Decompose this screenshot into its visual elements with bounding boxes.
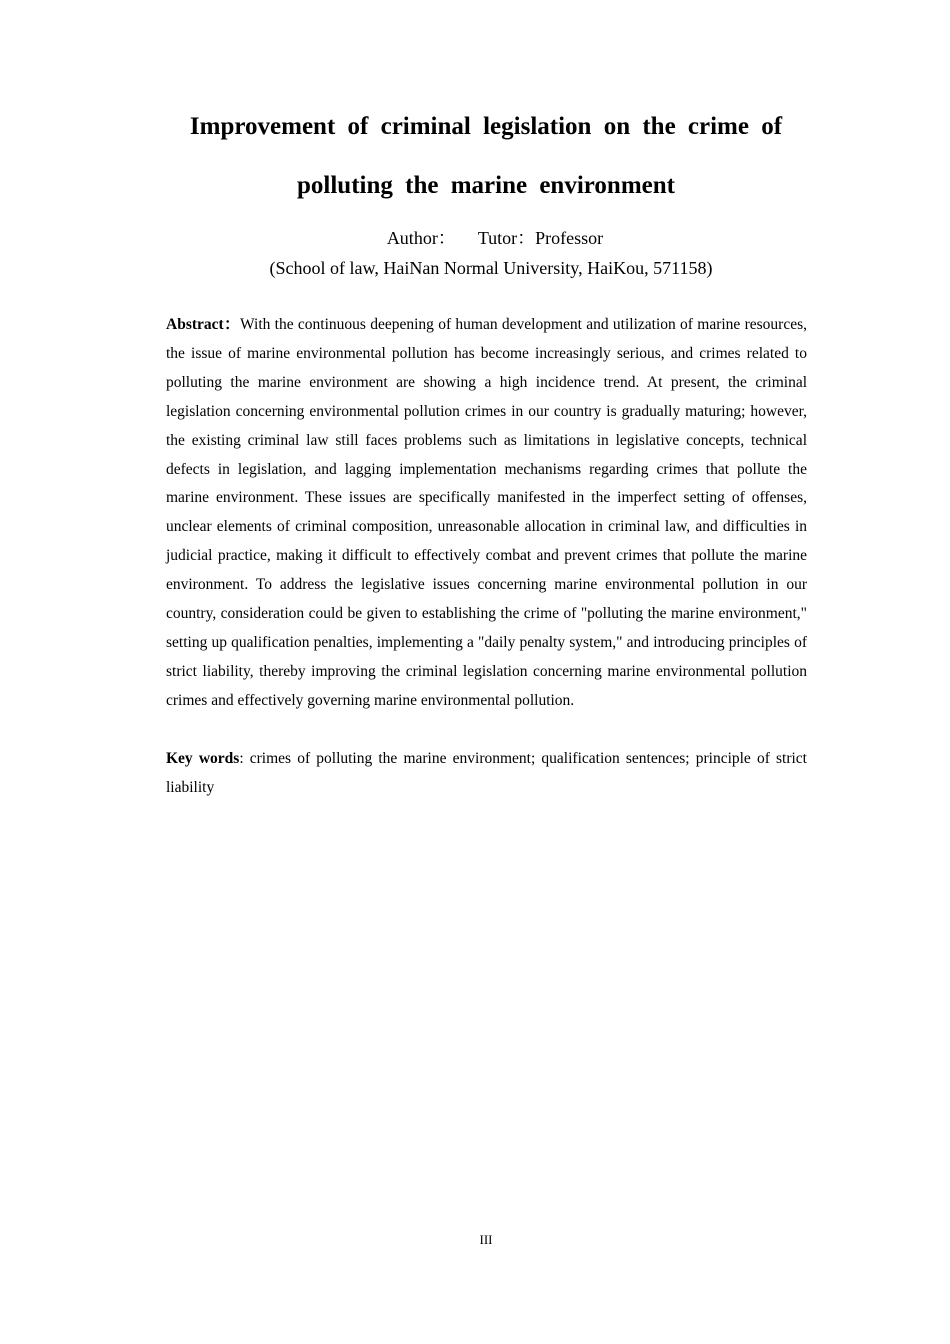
keywords-label: Key words bbox=[166, 750, 240, 767]
tutor-label: Tutor：Professor bbox=[477, 228, 604, 248]
title-line-1: Improvement of criminal legislation on the crime of bbox=[189, 113, 783, 140]
keywords-text: : crimes of polluting the marine environment; qualification sentences; principle of strict liability bbox=[166, 750, 807, 796]
byline bbox=[0, 224, 950, 250]
page-number: III bbox=[479, 1232, 493, 1247]
keywords-paragraph bbox=[166, 745, 807, 803]
abstract-paragraph bbox=[166, 311, 807, 716]
title-line-2: polluting the marine environment bbox=[297, 172, 675, 199]
author-label: Author： bbox=[386, 228, 456, 248]
abstract-text: With the continuous deepening of human development and utilization of marine resources, the issue of marine environmental pollution has become increasingly serious, and crimes related to polluting the marine environment are showing a high incidence trend. At present, the criminal legislation concerning environmental pollution crimes in our country is gradually maturing; however, the existing criminal law still faces problems such as limitations in legislative concepts, technical defects in legislation, and lagging implementation mechanisms regarding crimes that pollute the marine environment. These issues are specifically manifested in the imperfect setting of offenses, unclear elements of criminal composition, unreasonable allocation in criminal law, and difficulties in judicial practice, making it difficult to effectively combat and prevent crimes that pollute the marine environment. To address the legislative issues concerning marine environmental pollution in our country, consideration could be given to establishing the crime of "polluting the marine environment," setting up qualification penalties, implementing a "daily penalty system," and introducing principles of strict liability, thereby improving the criminal legislation concerning marine environmental pollution crimes and effectively governing marine environmental pollution. bbox=[166, 316, 807, 709]
affiliation: (School of law, HaiNan Normal University, HaiKou, 571158) bbox=[269, 258, 713, 278]
abstract-label: Abstract： bbox=[166, 316, 241, 333]
